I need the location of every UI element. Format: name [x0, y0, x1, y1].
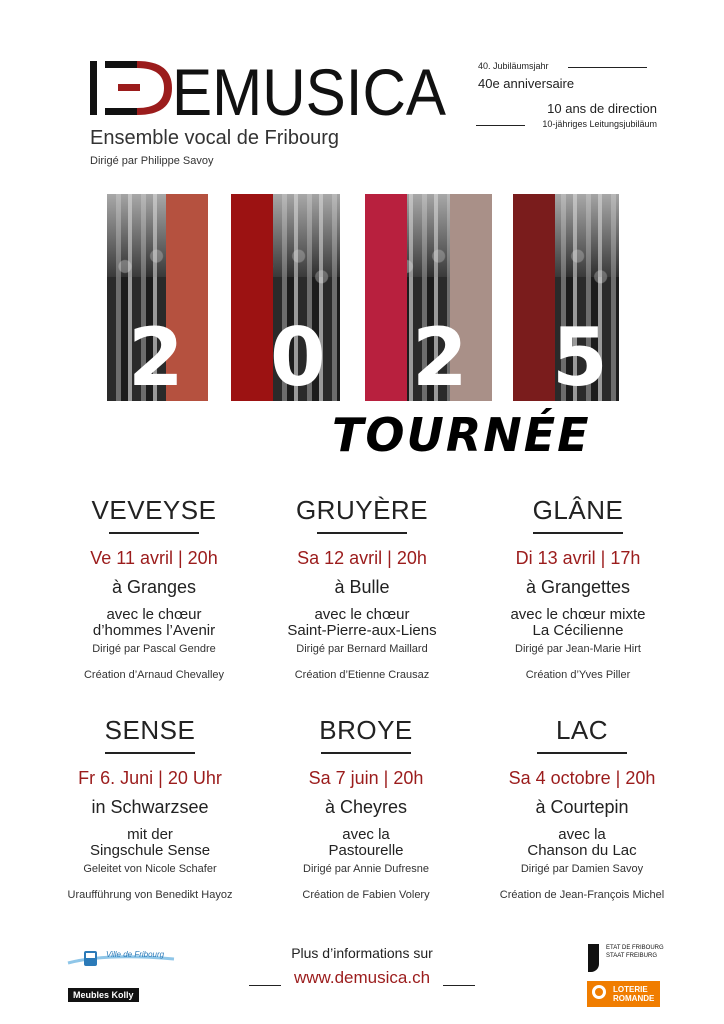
- region-underline: [105, 752, 195, 754]
- concert-with-2: La Cécilienne: [532, 622, 624, 639]
- year-digit-1: 2: [128, 311, 184, 404]
- etat-fribourg-mark-icon: [588, 944, 599, 972]
- concert-region: VEVEYSE: [91, 495, 217, 525]
- concert-with-1: mit der: [127, 826, 173, 843]
- concert-conductor: Dirigé par Damien Savoy: [520, 863, 644, 875]
- concert-date: Ve 11 avril | 20h: [90, 548, 218, 568]
- region-underline: [109, 532, 199, 534]
- website-link[interactable]: www.demusica.ch: [293, 968, 431, 987]
- rule-bottom: [476, 125, 525, 126]
- footer-rule-right: [443, 985, 475, 986]
- sponsor-ville: Ville de Fribourg: [106, 950, 165, 959]
- ensemble-subtitle: Ensemble vocal de Fribourg: [90, 127, 340, 149]
- concert-lac: [467, 715, 697, 901]
- concert-place: à Cheyres: [324, 797, 408, 817]
- concert-region: GRUYÈRE: [295, 495, 429, 525]
- region-underline: [537, 752, 627, 754]
- concert-veveyse: [39, 495, 269, 681]
- concert-with-1: avec la: [558, 826, 606, 843]
- concert-date: Sa 4 octobre | 20h: [508, 768, 656, 788]
- concert-sense: [35, 715, 265, 901]
- region-underline: [533, 532, 623, 534]
- concert-with-1: avec le chœur: [314, 606, 410, 623]
- concert-with-1: avec le chœur mixte: [510, 606, 646, 623]
- sponsor-etat-fr: ETAT DE FRIBOURG: [606, 945, 664, 951]
- sponsor-meubles: Meubles Kolly: [68, 988, 139, 1002]
- concert-date: Di 13 avril | 17h: [515, 548, 641, 568]
- concert-with-2: Singschule Sense: [89, 842, 211, 859]
- color-bar-3: [365, 194, 407, 401]
- region-underline: [321, 752, 411, 754]
- more-info-text: Plus d’informations sur: [291, 945, 433, 961]
- concert-conductor: Geleitet von Nicole Schafer: [83, 863, 217, 875]
- footer-rule-left: [249, 985, 281, 986]
- concert-with-1: avec la: [342, 826, 390, 843]
- direction-fr: 10 ans de direction: [547, 101, 657, 116]
- concert-creation: Uraufführung von Benedikt Hayoz: [67, 889, 233, 901]
- year-digit-4: 5: [552, 311, 608, 404]
- jubilee-fr: 40e anniversaire: [478, 76, 575, 91]
- sponsor-loterie-1: LOTERIE: [613, 985, 648, 994]
- concert-conductor: Dirigé par Bernard Maillard: [296, 643, 428, 655]
- concert-date: Sa 7 juin | 20h: [308, 768, 424, 788]
- tour-title: TOURNÉE: [332, 408, 591, 462]
- region-underline: [317, 532, 407, 534]
- concert-with-2: d’hommes l’Avenir: [92, 622, 216, 639]
- concert-broye: [251, 715, 481, 901]
- direction-de: 10-jähriges Leitungsjubiläum: [542, 119, 657, 129]
- concert-region: LAC: [555, 715, 609, 745]
- concert-place: à Bulle: [334, 577, 390, 597]
- concert-place: à Granges: [111, 577, 197, 597]
- sponsor-etat: [606, 944, 664, 960]
- concert-with-2: Chanson du Lac: [527, 842, 637, 859]
- concert-place: à Grangettes: [525, 577, 631, 597]
- sponsor-loterie: [587, 981, 660, 1007]
- concert-region: GLÂNE: [532, 495, 624, 525]
- svg-text:EMUSICA: EMUSICA: [172, 55, 446, 125]
- concert-region: BROYE: [319, 715, 413, 745]
- demusica-logo: [88, 55, 448, 125]
- concert-place: à Courtepin: [535, 797, 629, 817]
- concert-creation: Création d’Etienne Crausaz: [294, 669, 430, 681]
- concert-creation: Création de Jean-François Michel: [499, 889, 665, 901]
- sponsor-etat-de: STAAT FREIBURG: [606, 953, 658, 959]
- concert-with-2: Saint-Pierre-aux-Liens: [287, 622, 437, 639]
- rule-top: [568, 67, 647, 68]
- concert-date: Sa 12 avril | 20h: [297, 548, 427, 568]
- jubilee-de: 40. Jubiläumsjahr: [478, 61, 549, 71]
- year-digit-2: 0: [270, 311, 326, 404]
- concert-conductor: Dirigé par Annie Dufresne: [303, 863, 429, 875]
- concert-gruyere: [247, 495, 477, 681]
- loterie-circle-icon: [592, 985, 606, 999]
- director-line: Dirigé par Philippe Savoy: [90, 155, 214, 167]
- year-digit-3: 2: [412, 311, 468, 404]
- color-bar-2: [231, 194, 273, 401]
- concert-conductor: Dirigé par Pascal Gendre: [92, 643, 216, 655]
- concert-with-2: Pastourelle: [328, 842, 404, 859]
- concert-creation: Création d’Yves Piller: [525, 669, 631, 681]
- concert-glane: [463, 495, 693, 681]
- color-bar-5: [513, 194, 555, 401]
- concert-creation: Création de Fabien Volery: [302, 889, 430, 901]
- concert-with-1: avec le chœur: [106, 606, 202, 623]
- concert-place: in Schwarzsee: [91, 797, 209, 817]
- sponsor-loterie-2: ROMANDE: [613, 994, 655, 1003]
- concert-conductor: Dirigé par Jean-Marie Hirt: [515, 643, 641, 655]
- concert-date: Fr 6. Juni | 20 Uhr: [78, 768, 222, 788]
- concert-creation: Création d’Arnaud Chevalley: [83, 669, 225, 681]
- concert-region: SENSE: [104, 715, 196, 745]
